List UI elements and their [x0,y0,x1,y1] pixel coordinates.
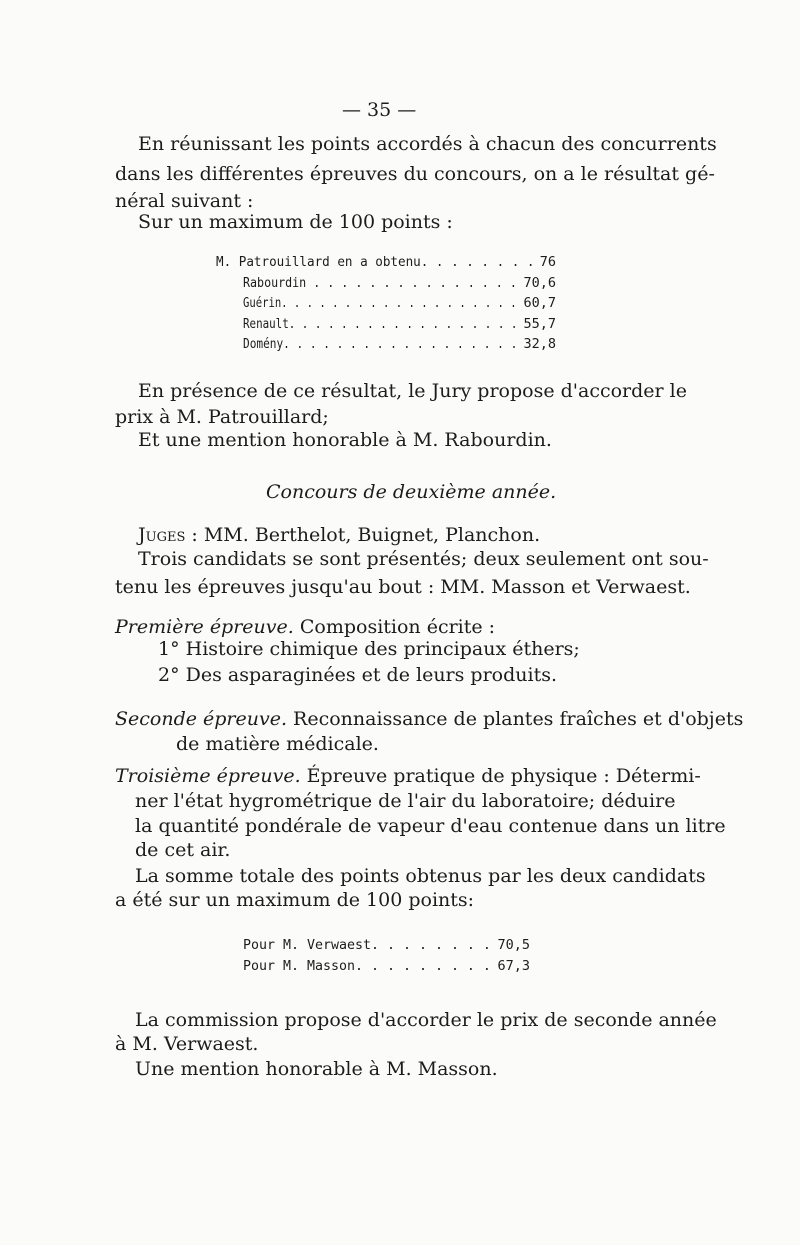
candidats-line-2: tenu les épreuves jusqu'au bout : MM. Masson et Verwaest. [115,576,691,598]
epreuve-1-item-2: 2° Des asparaginées et de leurs produits. [158,664,558,686]
decision-line-2: prix à M. Patrouillard; [115,406,329,428]
intro-line-4: Sur un maximum de 100 points : [138,211,453,233]
table-row [216,314,556,335]
epreuve-3-line-2: ner l'état hygrométrique de l'air du laboratoire; déduire [135,790,676,812]
somme-line-2: a été sur un maximum de 100 points: [115,889,475,911]
epreuve-2-text: Reconnaissance de plantes fraîches et d'objets [287,708,744,730]
candidate-name: Pour M. Verwaest. . . . . . . . [243,937,491,953]
epreuve-3-line-4: de cet air. [135,839,231,861]
epreuve-2-line-2: de matière médicale. [176,733,379,755]
epreuve-3-line-3: la quantité pondérale de vapeur d'eau contenue dans un litre [135,815,726,837]
section-title: Concours de deuxième année. [266,481,557,503]
juges-line [138,523,540,547]
decision-line-1: En présence de ce résultat, le Jury propose d'accorder le [138,380,687,402]
candidate-name: M. Patrouillard en a obtenu. . . . . . . . [216,254,535,270]
candidate-name: Renault. . . . . . . . . . . . . . . . . . [243,315,518,332]
candidate-name: Pour M. Masson. . . . . . . . . [243,957,491,974]
candidate-name: Domény. . . . . . . . . . . . . . . . . . [243,336,518,352]
results-table-second-year [243,935,530,976]
candidats-line-1: Trois candidats se sont présentés; deux seulement ont sou- [138,548,709,570]
candidate-score: 55,7 [523,315,556,332]
decision-line-3: Et une mention honorable à M. Rabourdin. [138,429,552,451]
table-row [216,293,556,314]
intro-line-3: néral suivant : [115,190,254,212]
candidate-score: 70,6 [523,274,556,291]
table-row [216,273,556,294]
juges-label: Juges [138,524,186,546]
epreuve-3-text: Épreuve pratique de physique : Détermi- [300,765,701,787]
decision-2-line-3: Une mention honorable à M. Masson. [135,1058,498,1080]
epreuve-1-text: Composition écrite : [293,616,496,638]
page-number: — 35 — [342,99,417,121]
intro-line-2: dans les différentes épreuves du concours, on a le résultat gé- [115,163,715,185]
table-row [216,252,556,273]
candidate-name: Rabourdin . . . . . . . . . . . . . . . [243,274,517,291]
candidate-name: Guérin. . . . . . . . . . . . . . . . . . . [243,295,517,311]
candidate-score: 76 [539,254,556,270]
candidate-score: 70,5 [497,937,530,953]
candidate-score: 60,7 [523,295,556,311]
candidate-score: 32,8 [523,336,556,352]
epreuve-1-label: Première épreuve. [115,616,294,638]
decision-2-line-1: La commission propose d'accorder le prix de seconde année [135,1009,717,1031]
candidate-score: 67,3 [497,957,530,974]
epreuve-1-item-1: 1° Histoire chimique des principaux éthers; [158,638,580,660]
table-row [243,956,530,977]
somme-line-1: La somme totale des points obtenus par les deux candidats [135,865,706,887]
epreuve-3-label: Troisième épreuve. [115,765,301,787]
decision-2-line-2: à M. Verwaest. [115,1033,259,1055]
epreuve-1-line [115,615,495,639]
intro-line-1: En réunissant les points accordés à chacun des concurrents [138,133,717,155]
epreuve-3-line [115,764,701,788]
epreuve-2-label: Seconde épreuve. [115,708,288,730]
results-table-first-year [216,252,556,355]
table-row [243,935,530,956]
juges-text: : MM. Berthelot, Buignet, Planchon. [185,524,541,546]
table-row [216,334,556,355]
epreuve-2-line [115,707,743,731]
